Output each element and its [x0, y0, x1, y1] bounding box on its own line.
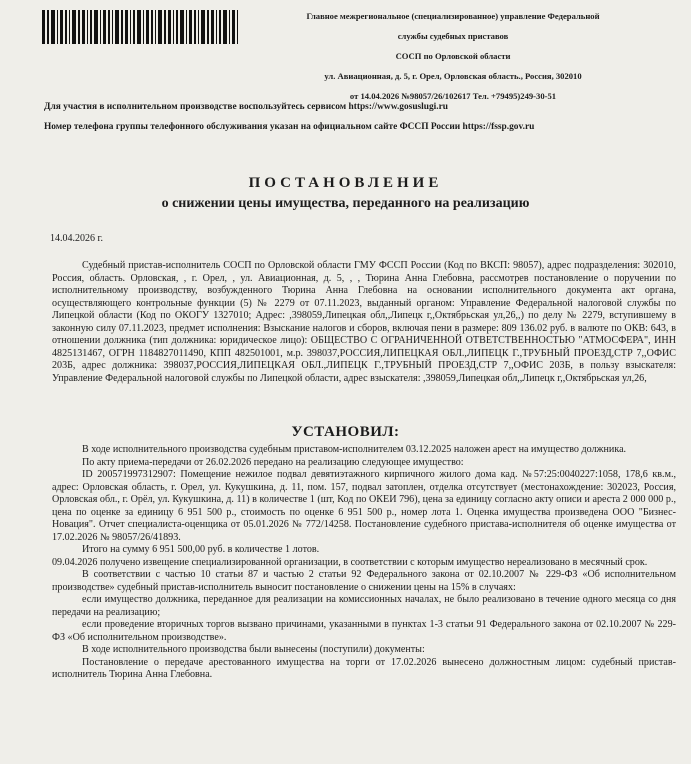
body-paragraph: если имущество должника, переданное для реализации на комиссионных началах, не было реализовано в течение одного месяца со дня передачи на реализацию;	[52, 594, 676, 618]
body-paragraph: По акту приема-передачи от 26.02.2026 передано на реализацию следующее имущество:	[82, 456, 464, 468]
document-number: от 14.04.2026 №98057/26/102617 Тел. +79495)249-30-51	[349, 91, 557, 101]
phone-notice: Номер телефона группы телефонного обслуживания указан на официальном сайте ФССП России https://fssp.gov.ru	[44, 122, 535, 132]
body-paragraph: Итого на сумму 6 951 500,00 руб. в количестве 1 лотов.	[82, 544, 320, 555]
issuer-header	[268, 6, 638, 106]
intro-paragraph	[52, 260, 676, 385]
issuer-line: СОСП по Орловской области	[395, 51, 511, 61]
gosuslugi-notice: Для участия в исполнительном производстве воспользуйтесь сервисом https://www.gosuslugi.ru	[44, 102, 449, 112]
intro-text: Судебный пристав-исполнитель СОСП по Орловской области ГМУ ФССП России (Код по ВКСП: 98057), адрес подразделения: 302010, Россия, область. Орловская, , г. Орел, , ул. Авиационная, д. 5, , , Тюрина Анна Глебовна, рассмотрев постановление о поручении по исполнительному производству, возбужденного Тюрина Анна Глебовна на основании исполнительного документа акт органа, осуществляющего контрольные функции (5) № 2279 от 07.11.2023, выданный органом: Управление Федеральной налоговой службы по Липецкой области (Код по ОКОГУ 1327010; Адрес: ,398059,Липецкая обл,,Липецк г,,Октябрьская ул,26,,) по делу № 2279, вступившему в законную силу 07.11.2023, предмет исполнения: Взыскание налогов и сборов, включая пени в размере: 809 136.02 руб. в валюте по ОКВ: 643, в отношении должника (тип должника: юридическое лицо): ОБЩЕСТВО С ОГРАНИЧЕННОЙ ОТВЕТСТВЕННОСТЬЮ "АТМОСФЕРА", ИНН 4825131467, ОГРН 1184827011490, КПП 482501001, м.р. 398037,РОССИЯ,ЛИПЕЦКАЯ ОБЛ.,ЛИПЕЦК Г.,ТРУБНЫЙ ПРОЕЗД,СТР 7,,ОФИС 203Б, адрес должника: 398037,РОССИЯ,ЛИПЕЦКАЯ ОБЛ.,ЛИПЕЦК Г.,ТРУБНЫЙ ПРОЕЗД,СТР 7,,ОФИС 203Б, в пользу взыскателя: Управление Федеральной налоговой службы по Липецкой области, адрес взыскателя: ,398059,Липецкая обл,,Липецк г,,Октябрьская ул,26,	[52, 260, 676, 384]
body-paragraph: 09.04.2026 получено извещение специализированной организации, в соответствии с которым имущество нереализовано в месячный срок.	[52, 556, 648, 568]
body-paragraph: В соответствии с частью 10 статьи 87 и частью 2 статьи 92 Федерального закона от 02.10.2007 № 229-ФЗ «Об исполнительном производстве» судебный пристав-исполнитель выносит постановление о снижении цены на 15% в случаях:	[52, 569, 676, 593]
section-heading: УСТАНОВИЛ:	[291, 424, 400, 440]
document-date: 14.04.2026 г.	[50, 233, 103, 244]
document-title: ПОСТАНОВЛЕНИЕ	[248, 175, 443, 191]
barcode	[42, 10, 238, 44]
issuer-line: службы судебных приставов	[397, 31, 509, 41]
document-subtitle: о снижении цены имущества, переданного на реализацию	[161, 196, 530, 211]
issuer-address: ул. Авиационная, д. 5, г. Орел, Орловская область., Россия, 302010	[324, 71, 582, 81]
issuer-line: Главное межрегиональное (специализированное) управление Федеральной	[306, 11, 600, 21]
body-paragraph: ID 200571997312907: Помещение нежилое подвал девятиэтажного кирпичного жилого дома кад. №57:25:0040227:1058, 178,6 кв.м., адрес: Орловская область, г. Орел, ул. Кукушкина, д. 11, пом. 157, подвал затоплен, отделка отсутствует (местонахождение: 302023, Россия, Орловская обл., г. Орёл, ул. Кукушкина, д. 11) в количестве 1 (шт, Код по ОКЕИ 796), цена за единицу согласно акту описи и ареста 2 000 000 р., цена по оценке за единицу 6 951 500 р., стоимость по оценке 6 951 500 р., номер лота 1. Оценка имущества произведена ООО "Бизнес-Новация". Отчет специалиста-оценщика от 05.01.2026 № 772/14258. Постановление судебного пристава-исполнителя об оценке имущества от 17.02.2026 № 98057/26/41893.	[52, 469, 676, 543]
body-paragraph: Постановление о передаче арестованного имущества на торги от 17.02.2026 вынесено должностным лицом: судебный пристав-исполнитель Тюрина Анна Глебовна.	[52, 656, 676, 680]
body-paragraph: В ходе исполнительного производства были вынесены (поступили) документы:	[82, 644, 425, 655]
body-paragraph: В ходе исполнительного производства судебным приставом-исполнителем 03.12.2025 наложен арест на имущество должника.	[82, 444, 627, 455]
body-paragraph: если проведение вторичных торгов вызвано причинами, указанными в пунктах 1-3 статьи 91 Федерального закона от 02.10.2007 № 229-ФЗ «Об исполнительном производстве».	[52, 619, 676, 643]
body-section	[52, 444, 676, 682]
